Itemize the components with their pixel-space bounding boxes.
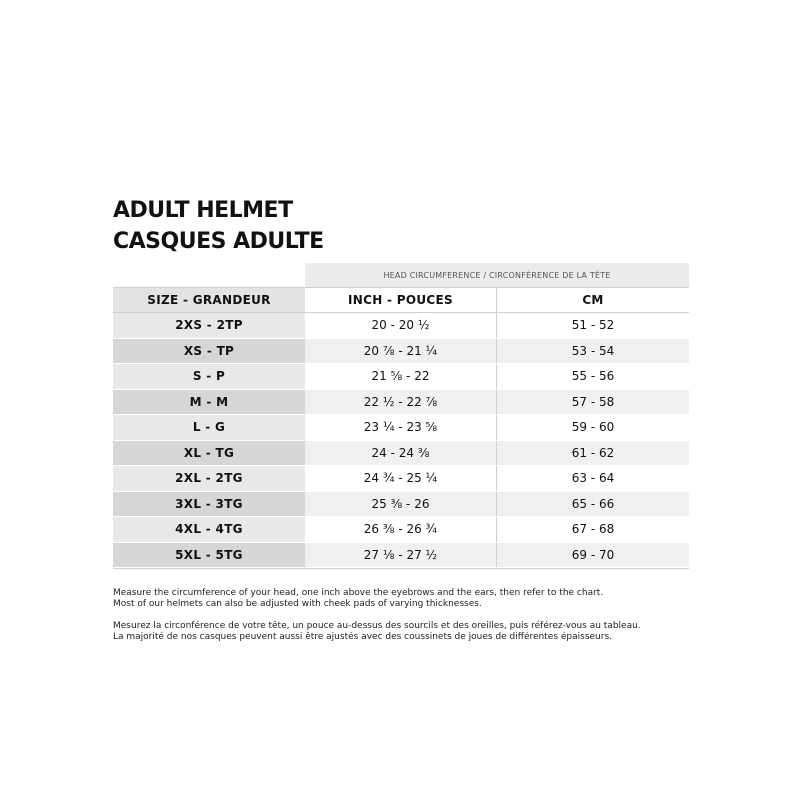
cm-cell: 61 - 62	[497, 441, 689, 466]
column-header-row	[113, 287, 689, 313]
cm-cell: 65 - 66	[497, 492, 689, 517]
size-cell: 2XL - 2TG	[113, 466, 305, 491]
cm-cell: 69 - 70	[497, 543, 689, 568]
table-row	[113, 339, 689, 365]
table-body	[113, 313, 689, 568]
title-line-french: CASQUES ADULTE	[113, 229, 324, 254]
table-row	[113, 441, 689, 467]
size-cell: 2XS - 2TP	[113, 313, 305, 338]
table-row	[113, 466, 689, 492]
table-row	[113, 390, 689, 416]
group-header-spacer	[113, 263, 305, 287]
page-title	[113, 195, 324, 257]
size-cell: 3XL - 3TG	[113, 492, 305, 517]
size-chart-table	[113, 263, 689, 569]
size-cell: XL - TG	[113, 441, 305, 466]
inch-cell: 27 ⅛ - 27 ½	[305, 543, 497, 568]
cm-cell: 59 - 60	[497, 415, 689, 440]
size-cell: 5XL - 5TG	[113, 543, 305, 568]
cm-cell: 51 - 52	[497, 313, 689, 338]
size-cell: 4XL - 4TG	[113, 517, 305, 542]
note-line: La majorité de nos casques peuvent aussi être ajustés avec des coussinets de joues de différentes épaisseurs.	[113, 632, 613, 642]
cm-cell: 53 - 54	[497, 339, 689, 364]
head-circumference-header: HEAD CIRCUMFERENCE / CIRCONFÉRENCE DE LA TÊTE	[305, 263, 689, 287]
column-header-cm: CM	[497, 288, 689, 312]
group-header-row	[113, 263, 689, 287]
size-cell: L - G	[113, 415, 305, 440]
table-bottom-border	[113, 568, 689, 569]
table-row	[113, 517, 689, 543]
table-row	[113, 492, 689, 518]
inch-cell: 24 - 24 ⅜	[305, 441, 497, 466]
fit-notes	[113, 577, 713, 654]
note-line: Mesurez la circonférence de votre tête, un pouce au-dessus des sourcils et des oreilles, puis référez-vous au tableau.	[113, 621, 641, 631]
column-header-inch: INCH - POUCES	[305, 288, 497, 312]
title-line-english: ADULT HELMET	[113, 198, 293, 223]
inch-cell: 20 - 20 ½	[305, 313, 497, 338]
inch-cell: 25 ⅜ - 26	[305, 492, 497, 517]
table-row	[113, 543, 689, 569]
table-row	[113, 364, 689, 390]
inch-cell: 24 ¾ - 25 ¼	[305, 466, 497, 491]
inch-cell: 20 ⅞ - 21 ¼	[305, 339, 497, 364]
inch-cell: 21 ⅝ - 22	[305, 364, 497, 389]
size-cell: XS - TP	[113, 339, 305, 364]
table-row	[113, 313, 689, 339]
inch-cell: 23 ¼ - 23 ⅝	[305, 415, 497, 440]
inch-cell: 26 ⅜ - 26 ¾	[305, 517, 497, 542]
note-line: Measure the circumference of your head, one inch above the eyebrows and the ears, then refer to the chart.	[113, 588, 604, 598]
note-line: Most of our helmets can also be adjusted with cheek pads of varying thicknesses.	[113, 599, 482, 609]
size-cell: M - M	[113, 390, 305, 415]
cm-cell: 67 - 68	[497, 517, 689, 542]
table-row	[113, 415, 689, 441]
cm-cell: 55 - 56	[497, 364, 689, 389]
cm-cell: 63 - 64	[497, 466, 689, 491]
column-header-size: SIZE - GRANDEUR	[113, 288, 305, 312]
cm-cell: 57 - 58	[497, 390, 689, 415]
size-cell: S - P	[113, 364, 305, 389]
inch-cell: 22 ½ - 22 ⅞	[305, 390, 497, 415]
